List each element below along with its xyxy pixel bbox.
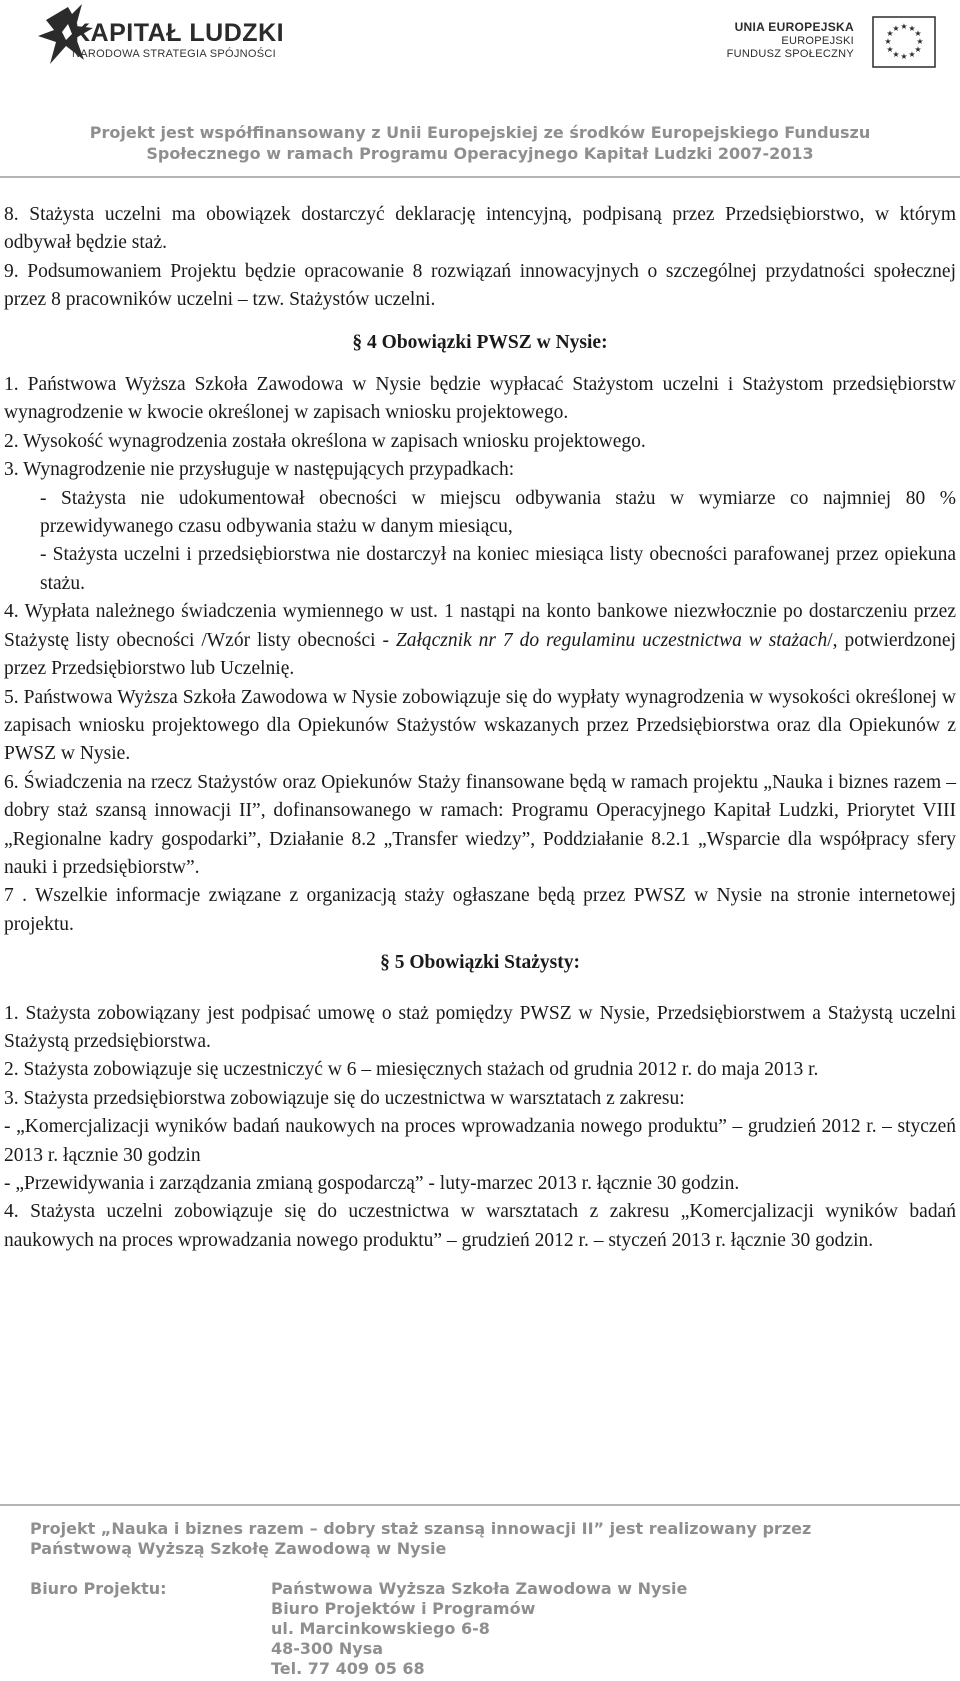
svg-text:★: ★ — [900, 22, 908, 31]
office-address — [271, 1579, 687, 1679]
kapital-ludzki-name: KAPITAŁ LUDZKI — [72, 19, 285, 47]
section-4-point-3-item: - Stażysta nie udokumentował obecności w miejscu odbywania stażu w wymiarze co najmniej 80 % przewidywanego czasu odbywania stażu w danym miesiącu, — [40, 487, 956, 538]
svg-text:★: ★ — [900, 52, 908, 61]
page-footer — [30, 1519, 930, 1679]
paragraph-9: 9. Podsumowaniem Projektu będzie opracowanie 8 rozwiązań innowacyjnych o szczególnej przydatności społecznej przez 8 pracowników uczelni – tzw. Stażystów uczelni. — [4, 260, 956, 311]
point-4-text-end: /, potwierdzonej przez Przedsiębiorstwo lub Uczelnię. — [4, 629, 956, 680]
svg-text:★: ★ — [892, 50, 900, 59]
section-4-heading: § 4 Obowiązki PWSZ w Nysie: — [352, 331, 608, 353]
attachment-reference: Załącznik nr 7 do regulaminu uczestnictwa w stażach — [395, 629, 828, 651]
paragraph-8: 8. Stażysta uczelni ma obowiązek dostarczyć deklarację intencyjną, podpisaną przez Przedsiębiorstwo, w którym odbywał będzie staż. — [4, 204, 956, 254]
project-office — [30, 1579, 930, 1679]
section-5-point-2: 2. Stażysta zobowiązuje się uczestniczyć w 6 – miesięcznych stażach od grudnia 2012 r. do maja 2013 r. — [4, 1059, 819, 1081]
office-label: Biuro Projektu: — [30, 1579, 167, 1598]
project-line: Państwową Wyższą Szkołę Zawodową w Nysie — [30, 1539, 447, 1558]
section-4-point-3: 3. Wynagrodzenie nie przysługuje w następujących przypadkach: — [4, 459, 515, 481]
eu-fund-line2: FUNDUSZ SPOŁECZNY — [726, 48, 854, 60]
kapital-ludzki-subtitle: NARODOWA STRATEGIA SPÓJNOŚCI — [72, 48, 276, 60]
section-5-point-3: 3. Stażysta przedsiębiorstwa zobowiązuje się do uczestnictwa w warsztatach z zakresu: — [4, 1087, 685, 1109]
cofinancing-line: Projekt jest współfinansowany z Unii Europejskiej ze środków Europejskiego Funduszu — [89, 123, 871, 142]
svg-text:★: ★ — [908, 24, 916, 33]
office-phone: Tel. 77 409 05 68 — [271, 1659, 425, 1678]
section-4-point-6: 6. Świadczenia na rzecz Stażystów oraz Opiekunów Staży finansowane będą w ramach projektu „Nauka i biznes razem – dobry staż szansą innowacji II”, dofinansowanego w ramach: Programu Operacyjnego Kapitał Ludzki, Priorytet VIII „Regionalne kadry gospodarki”, Działanie 8.2 „Transfer wiedzy”, Poddziałanie 8.2.1 „Wsparcie dla współpracy sfery nauki i przedsiębiorstw”. — [4, 771, 956, 878]
eu-flag-icon — [872, 16, 936, 68]
project-line: Projekt „Nauka i biznes razem – dobry staż szansą innowacji II” jest realizowany przez — [30, 1519, 812, 1538]
header-divider — [0, 176, 960, 178]
kapital-ludzki-wordmark — [72, 19, 284, 61]
cofinancing-line: Społecznego w ramach Programu Operacyjnego Kapitał Ludzki 2007-2013 — [146, 144, 814, 163]
office-line: Państwowa Wyższa Szkoła Zawodowa w Nysie — [271, 1579, 688, 1598]
section-5-point-3-item: - „Komercjalizacji wyników badań naukowych na proces wprowadzania nowego produktu” – grudzień 2012 r. – styczeń 2013 r. łącznie 30 godzin — [4, 1116, 956, 1166]
svg-text:★: ★ — [886, 45, 894, 54]
document-body — [4, 201, 956, 1255]
office-line: 48-300 Nysa — [271, 1639, 384, 1658]
section-5-heading: § 5 Obowiązki Stażysty: — [380, 952, 580, 974]
section-4-point-1: 1. Państwowa Wyższa Szkoła Zawodowa w Nysie będzie wypłacać Stażystom uczelni i Stażystom przedsiębiorstw wynagrodzenie w kwocie określonej w zapisach wniosku projektowego. — [4, 374, 956, 424]
footer-divider — [0, 1504, 960, 1506]
svg-text:★: ★ — [914, 45, 922, 54]
section-5-point-4: 4. Stażysta uczelni zobowiązuje się do uczestnictwa w warsztatach z zakresu „Komercjalizacji wyników badań naukowych na proces wprowadzania nowego produktu” – grudzień 2012 r. – styczeń 2013 r. łącznie 30 godzin. — [4, 1201, 956, 1251]
svg-text:★: ★ — [886, 29, 894, 38]
svg-text:★: ★ — [916, 37, 924, 46]
office-line: Biuro Projektów i Programów — [271, 1599, 536, 1618]
section-4-point-3-item: - Stażysta uczelni i przedsiębiorstwa nie dostarczył na koniec miesiąca listy obecności parafowanej przez opiekuna stażu. — [40, 544, 956, 594]
section-5-point-3-item: - „Przewidywania i zarządzania zmianą gospodarczą” - luty-marzec 2013 r. łącznie 30 godzin. — [4, 1173, 740, 1194]
eu-fund-line1: EUROPEJSKI — [781, 35, 854, 47]
section-5-point-1: 1. Stażysta zobowiązany jest podpisać umowę o staż pomiędzy PWSZ w Nysie, Przedsiębiorstwem a Stażystą uczelni Stażystą przedsiębiorstwa. — [4, 1002, 956, 1052]
project-info — [30, 1519, 930, 1559]
page-header — [0, 0, 960, 180]
svg-text:★: ★ — [908, 50, 916, 59]
section-4-point-2: 2. Wysokość wynagrodzenia została określona w zapisach wniosku projektowego. — [4, 430, 646, 452]
cofinancing-note — [0, 122, 960, 164]
point-4-text: 4. Wypłata należnego świadczenia wymiennego w ust. 1 nastąpi na konto bankowe niezwłocznie po dostarczeniu przez Stażystę listy obecności /Wzór listy obecności - — [4, 601, 956, 651]
section-4-point-4 — [4, 598, 956, 683]
eu-name: UNIA EUROPEJSKA — [734, 20, 854, 34]
section-4-point-7: 7 . Wszelkie informacje związane z organizacją staży ogłaszane będą przez PWSZ w Nysie na stronie internetowej projektu. — [4, 885, 956, 935]
eu-wordmark — [727, 20, 854, 61]
section-4-point-5: 5. Państwowa Wyższa Szkoła Zawodowa w Nysie zobowiązuje się do wypłaty wynagrodzenia w wysokości określonej w zapisach wniosku projektowego dla Opiekunów Stażystów wskazanych przez Przedsiębiorstwa oraz dla Opiekunów z PWSZ w Nysie. — [4, 686, 956, 765]
svg-text:★: ★ — [914, 29, 922, 38]
svg-text:★: ★ — [892, 24, 900, 33]
office-line: ul. Marcinkowskiego 6-8 — [271, 1619, 490, 1638]
svg-text:★: ★ — [884, 37, 892, 46]
